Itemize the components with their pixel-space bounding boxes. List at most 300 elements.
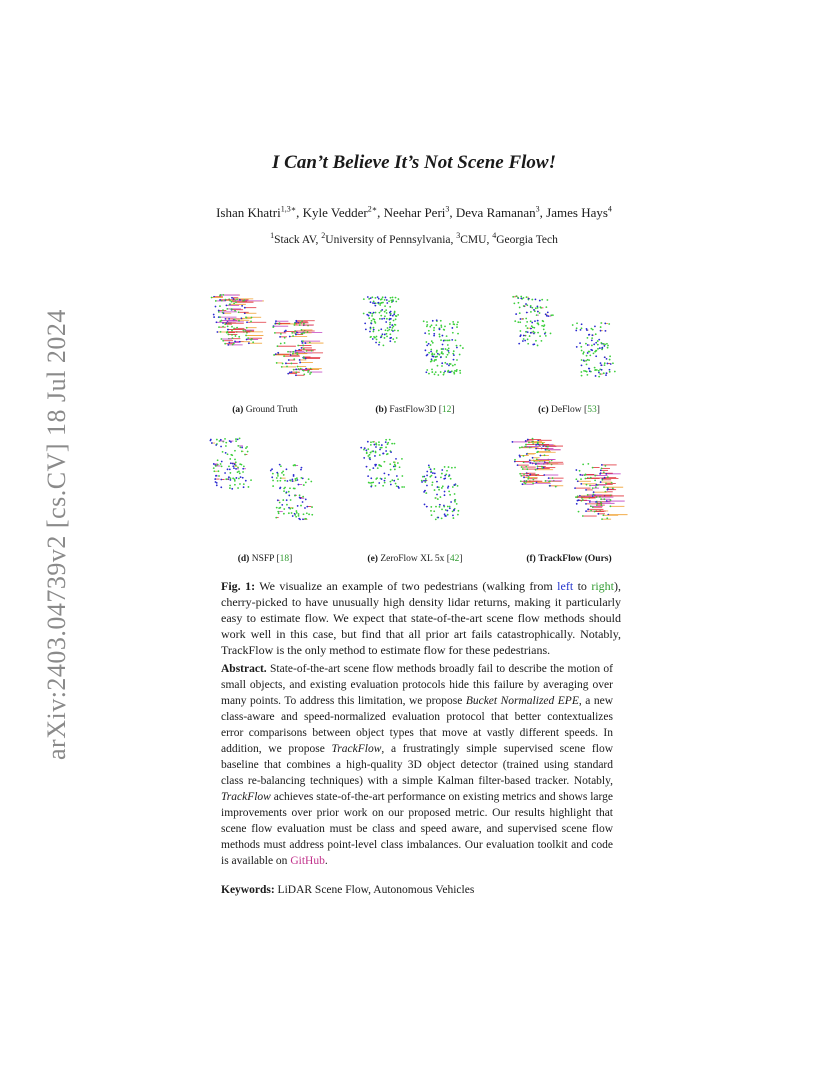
lidar-point — [451, 327, 453, 329]
lidar-point — [280, 477, 282, 479]
lidar-point — [432, 320, 434, 322]
lidar-point — [237, 487, 239, 489]
lidar-point — [394, 443, 396, 445]
lidar-point — [425, 341, 427, 343]
lidar-point — [575, 496, 577, 498]
lidar-point — [291, 363, 293, 365]
lidar-point — [275, 353, 277, 355]
lidar-point — [526, 304, 528, 306]
lidar-point — [371, 484, 373, 486]
lidar-point — [378, 344, 380, 346]
lidar-point — [251, 338, 253, 340]
lidar-point — [222, 340, 224, 342]
lidar-point — [213, 463, 215, 465]
figure-caption-text: ), cherry-picked to have unusually high density lidar returns, making it particularly easy to estimate flow. We expect that state-of-the-art scene flow methods should work well in this case, but find that all prior art fails catastrophically. Notably, TrackFlow is the only method to estimate flow for these pedestrians. — [221, 579, 621, 657]
lidar-point — [390, 318, 392, 320]
lidar-point — [297, 345, 299, 347]
lidar-point — [227, 334, 229, 336]
lidar-point — [587, 344, 589, 346]
lidar-point — [529, 335, 531, 337]
lidar-point — [384, 334, 386, 336]
lidar-point — [386, 333, 388, 335]
lidar-point — [374, 322, 376, 324]
lidar-point — [389, 326, 391, 328]
lidar-point — [372, 302, 374, 304]
lidar-point — [525, 480, 527, 482]
lidar-point — [585, 510, 587, 512]
lidar-point — [594, 367, 596, 369]
lidar-point — [277, 511, 279, 513]
lidar-point — [533, 343, 535, 345]
lidar-point — [529, 462, 531, 464]
lidar-point — [532, 457, 534, 459]
subfigure-letter: (c) — [538, 405, 549, 415]
lidar-point — [394, 341, 396, 343]
lidar-point — [385, 439, 387, 441]
point-cloud-plot — [340, 290, 490, 390]
lidar-point — [599, 473, 601, 475]
lidar-point — [377, 296, 379, 298]
lidar-point — [275, 322, 277, 324]
lidar-point — [290, 499, 292, 501]
lidar-point — [525, 325, 527, 327]
lidar-point — [527, 343, 529, 345]
subfigure-caption: (b) FastFlow3D [12] — [375, 405, 455, 415]
lidar-point — [456, 324, 458, 326]
lidar-point — [608, 323, 610, 325]
subfigure-label: NSFP — [251, 554, 275, 564]
lidar-point — [303, 332, 305, 334]
lidar-point — [211, 442, 213, 444]
lidar-point — [300, 497, 302, 499]
lidar-point — [383, 453, 385, 455]
lidar-point — [230, 441, 232, 443]
lidar-point — [522, 483, 524, 485]
lidar-point — [435, 476, 437, 478]
lidar-point — [277, 475, 279, 477]
lidar-point — [589, 370, 591, 372]
lidar-point — [302, 496, 304, 498]
lidar-point — [238, 336, 240, 338]
lidar-point — [291, 371, 293, 373]
lidar-point — [454, 501, 456, 503]
subfigure-letter: (a) — [232, 405, 244, 415]
lidar-point — [289, 508, 291, 510]
lidar-point — [578, 511, 580, 513]
lidar-point — [431, 475, 433, 477]
lidar-point — [454, 493, 456, 495]
lidar-point — [589, 501, 591, 503]
lidar-point — [288, 512, 290, 514]
github-link[interactable]: GitHub — [290, 855, 325, 867]
arxiv-stamp: arXiv:2403.04739v2 [cs.CV] 18 Jul 2024 — [42, 309, 71, 760]
lidar-point — [242, 468, 244, 470]
lidar-point — [437, 517, 439, 519]
lidar-point — [389, 463, 391, 465]
lidar-point — [393, 313, 395, 315]
lidar-point — [449, 506, 451, 508]
lidar-point — [606, 372, 608, 374]
lidar-point — [218, 326, 220, 328]
lidar-point — [447, 370, 449, 372]
lidar-point — [433, 510, 435, 512]
lidar-point — [439, 506, 441, 508]
lidar-point — [369, 469, 371, 471]
lidar-point — [375, 442, 377, 444]
lidar-point — [444, 466, 446, 468]
lidar-point — [428, 333, 430, 335]
lidar-point — [526, 321, 528, 323]
lidar-point — [514, 320, 516, 322]
lidar-point — [550, 333, 552, 335]
lidar-point — [521, 466, 523, 468]
lidar-point — [527, 331, 529, 333]
lidar-point — [433, 335, 435, 337]
lidar-point — [609, 355, 611, 357]
lidar-point — [384, 337, 386, 339]
lidar-point — [248, 342, 250, 344]
lidar-point — [295, 480, 297, 482]
lidar-point — [609, 359, 611, 361]
lidar-point — [453, 354, 455, 356]
lidar-point — [592, 495, 594, 497]
lidar-point — [386, 335, 388, 337]
lidar-point — [295, 334, 297, 336]
lidar-point — [445, 356, 447, 358]
lidar-point — [604, 343, 606, 345]
lidar-point — [372, 481, 374, 483]
lidar-point — [436, 350, 438, 352]
lidar-point — [366, 466, 368, 468]
lidar-point — [430, 361, 432, 363]
lidar-point — [239, 299, 241, 301]
lidar-point — [230, 462, 232, 464]
lidar-point — [288, 359, 290, 361]
figure-caption-text: We visualize an example of two pedestrians (walking from — [259, 579, 553, 593]
lidar-point — [424, 504, 426, 506]
lidar-point — [544, 454, 546, 456]
lidar-point — [300, 469, 302, 471]
lidar-point — [276, 472, 278, 474]
lidar-point — [575, 330, 577, 332]
lidar-point — [389, 340, 391, 342]
lidar-point — [285, 330, 287, 332]
lidar-point — [222, 326, 224, 328]
lidar-point — [601, 369, 603, 371]
lidar-point — [583, 359, 585, 361]
lidar-point — [374, 455, 376, 457]
lidar-point — [379, 312, 381, 314]
lidar-point — [273, 354, 275, 356]
subfigure-caption: (e) ZeroFlow XL 5x [42] — [367, 554, 463, 564]
lidar-point — [246, 327, 248, 329]
lidar-point — [381, 302, 383, 304]
author-name: Neehar Peri — [383, 205, 446, 220]
lidar-point — [370, 301, 372, 303]
lidar-point — [286, 366, 288, 368]
lidar-point — [433, 360, 435, 362]
lidar-point — [460, 345, 462, 347]
lidar-point — [539, 300, 541, 302]
lidar-point — [603, 498, 605, 500]
lidar-point — [440, 476, 442, 478]
lidar-point — [428, 330, 430, 332]
lidar-point — [228, 342, 230, 344]
lidar-point — [392, 327, 394, 329]
lidar-point — [431, 354, 433, 356]
lidar-point — [234, 318, 236, 320]
lidar-point — [589, 354, 591, 356]
lidar-point — [218, 470, 220, 472]
lidar-point — [215, 465, 217, 467]
lidar-point — [577, 480, 579, 482]
lidar-point — [541, 299, 543, 301]
lidar-point — [429, 326, 431, 328]
lidar-point — [453, 484, 455, 486]
lidar-point — [583, 351, 585, 353]
lidar-point — [586, 371, 588, 373]
lidar-point — [424, 332, 426, 334]
figure-caption-label: Fig. 1: — [221, 579, 256, 593]
lidar-point — [278, 323, 280, 325]
point-cloud-plot — [492, 290, 642, 390]
lidar-point — [529, 474, 531, 476]
lidar-point — [294, 322, 296, 324]
lidar-point — [309, 373, 311, 375]
lidar-point — [225, 452, 227, 454]
lidar-point — [243, 466, 245, 468]
lidar-point — [252, 341, 254, 343]
author-affil-sup: 4 — [607, 204, 612, 214]
lidar-point — [397, 330, 399, 332]
lidar-point — [541, 325, 543, 327]
lidar-point — [368, 315, 370, 317]
lidar-point — [579, 342, 581, 344]
lidar-point — [227, 453, 229, 455]
lidar-point — [293, 487, 295, 489]
lidar-point — [535, 444, 537, 446]
lidar-point — [591, 345, 593, 347]
lidar-point — [369, 331, 371, 333]
author-list: Ishan Khatri$^{1,3∗}$, Kyle Vedder$^{2∗}$, Neehar Peri$^3$, Deva Ramanan$^3$, James Hays$^4$ — [216, 204, 612, 220]
lidar-point — [440, 496, 442, 498]
subfigure-label: Ground Truth — [245, 405, 298, 415]
lidar-point — [448, 490, 450, 492]
lidar-point — [535, 469, 537, 471]
lidar-point — [219, 440, 221, 442]
lidar-point — [373, 300, 375, 302]
lidar-point — [435, 371, 437, 373]
lidar-point — [597, 348, 599, 350]
lidar-point — [454, 499, 456, 501]
lidar-point — [456, 347, 458, 349]
lidar-point — [434, 373, 436, 375]
lidar-point — [585, 489, 587, 491]
lidar-point — [544, 333, 546, 335]
lidar-point — [545, 480, 547, 482]
lidar-point — [233, 298, 235, 300]
lidar-point — [245, 316, 247, 318]
lidar-point — [370, 477, 372, 479]
lidar-point — [219, 294, 221, 296]
lidar-point — [528, 442, 530, 444]
lidar-point — [441, 348, 443, 350]
lidar-point — [582, 515, 584, 517]
lidar-point — [459, 354, 461, 356]
lidar-point — [300, 505, 302, 507]
lidar-point — [234, 450, 236, 452]
lidar-point — [403, 486, 405, 488]
lidar-point — [530, 311, 532, 313]
lidar-point — [538, 324, 540, 326]
lidar-point — [301, 333, 303, 335]
lidar-point — [225, 445, 227, 447]
lidar-point — [609, 371, 611, 373]
lidar-point — [523, 455, 525, 457]
lidar-point — [220, 338, 222, 340]
lidar-point — [604, 364, 606, 366]
lidar-point — [401, 475, 403, 477]
lidar-point — [515, 295, 517, 297]
lidar-point — [590, 505, 592, 507]
lidar-point — [601, 467, 603, 469]
lidar-point — [231, 334, 233, 336]
lidar-point — [519, 307, 521, 309]
lidar-point — [388, 474, 390, 476]
lidar-point — [280, 333, 282, 335]
lidar-point — [387, 330, 389, 332]
lidar-point — [248, 486, 250, 488]
lidar-point — [424, 490, 426, 492]
citation-link[interactable]: 18 — [279, 554, 290, 564]
lidar-point — [437, 498, 439, 500]
lidar-point — [394, 311, 396, 313]
lidar-point — [365, 328, 367, 330]
lidar-point — [386, 312, 388, 314]
citation-link[interactable]: 12 — [441, 405, 452, 415]
lidar-point — [277, 345, 279, 347]
lidar-point — [447, 340, 449, 342]
lidar-point — [604, 465, 606, 467]
citation-link[interactable]: 53 — [587, 405, 597, 415]
subfigure-label: TrackFlow (Ours) — [538, 554, 612, 564]
lidar-point — [439, 333, 441, 335]
lidar-point — [397, 314, 399, 316]
lidar-point — [543, 467, 545, 469]
abstract-emphasis: TrackFlow — [221, 791, 271, 803]
lidar-point — [369, 457, 371, 459]
lidar-point — [371, 296, 373, 298]
lidar-point — [294, 495, 296, 497]
lidar-point — [582, 499, 584, 501]
lidar-point — [523, 338, 525, 340]
lidar-point — [519, 455, 521, 457]
lidar-point — [593, 343, 595, 345]
lidar-point — [423, 320, 425, 322]
lidar-point — [378, 298, 380, 300]
lidar-point — [232, 463, 234, 465]
lidar-point — [294, 478, 296, 480]
citation-link[interactable]: 42 — [449, 554, 460, 564]
lidar-point — [426, 324, 428, 326]
lidar-point — [279, 480, 281, 482]
lidar-point — [296, 354, 298, 356]
lidar-point — [295, 350, 297, 352]
lidar-point — [545, 313, 547, 315]
lidar-point — [371, 313, 373, 315]
lidar-point — [452, 515, 454, 517]
lidar-point — [236, 477, 238, 479]
lidar-point — [432, 481, 434, 483]
lidar-point — [229, 487, 231, 489]
lidar-point — [450, 501, 452, 503]
lidar-point — [385, 329, 387, 331]
lidar-point — [527, 338, 529, 340]
lidar-point — [446, 510, 448, 512]
lidar-point — [519, 321, 521, 323]
lidar-point — [433, 327, 435, 329]
lidar-point — [514, 461, 516, 463]
lidar-point — [213, 316, 215, 318]
lidar-point — [392, 315, 394, 317]
lidar-point — [378, 330, 380, 332]
point-cloud-plot — [190, 434, 340, 534]
point-cloud-plot — [190, 290, 340, 390]
lidar-point — [447, 344, 449, 346]
lidar-point — [303, 484, 305, 486]
lidar-point — [373, 444, 375, 446]
lidar-point — [395, 458, 397, 460]
lidar-point — [597, 513, 599, 515]
lidar-point — [294, 330, 296, 332]
lidar-point — [299, 494, 301, 496]
lidar-point — [586, 355, 588, 357]
lidar-point — [576, 346, 578, 348]
lidar-point — [234, 480, 236, 482]
lidar-point — [537, 345, 539, 347]
lidar-point — [600, 504, 602, 506]
lidar-point — [395, 297, 397, 299]
lidar-point — [595, 333, 597, 335]
lidar-point — [286, 499, 288, 501]
caption-right-word: right — [591, 579, 614, 593]
lidar-point — [595, 375, 597, 377]
keywords-text: LiDAR Scene Flow, Autonomous Vehicles — [277, 884, 475, 896]
lidar-point — [224, 472, 226, 474]
lidar-point — [390, 481, 392, 483]
lidar-point — [440, 339, 442, 341]
lidar-point — [377, 467, 379, 469]
lidar-point — [235, 438, 237, 440]
lidar-point — [386, 453, 388, 455]
lidar-point — [535, 298, 537, 300]
affil-sup: 4 — [492, 231, 497, 241]
lidar-point — [441, 473, 443, 475]
lidar-point — [605, 483, 607, 485]
lidar-point — [367, 296, 369, 298]
lidar-point — [542, 320, 544, 322]
lidar-point — [600, 498, 602, 500]
lidar-point — [235, 301, 237, 303]
lidar-point — [541, 340, 543, 342]
lidar-point — [428, 352, 430, 354]
lidar-point — [370, 297, 372, 299]
lidar-point — [298, 368, 300, 370]
lidar-point — [384, 299, 386, 301]
lidar-point — [523, 297, 525, 299]
lidar-point — [239, 437, 241, 439]
lidar-point — [224, 343, 226, 345]
